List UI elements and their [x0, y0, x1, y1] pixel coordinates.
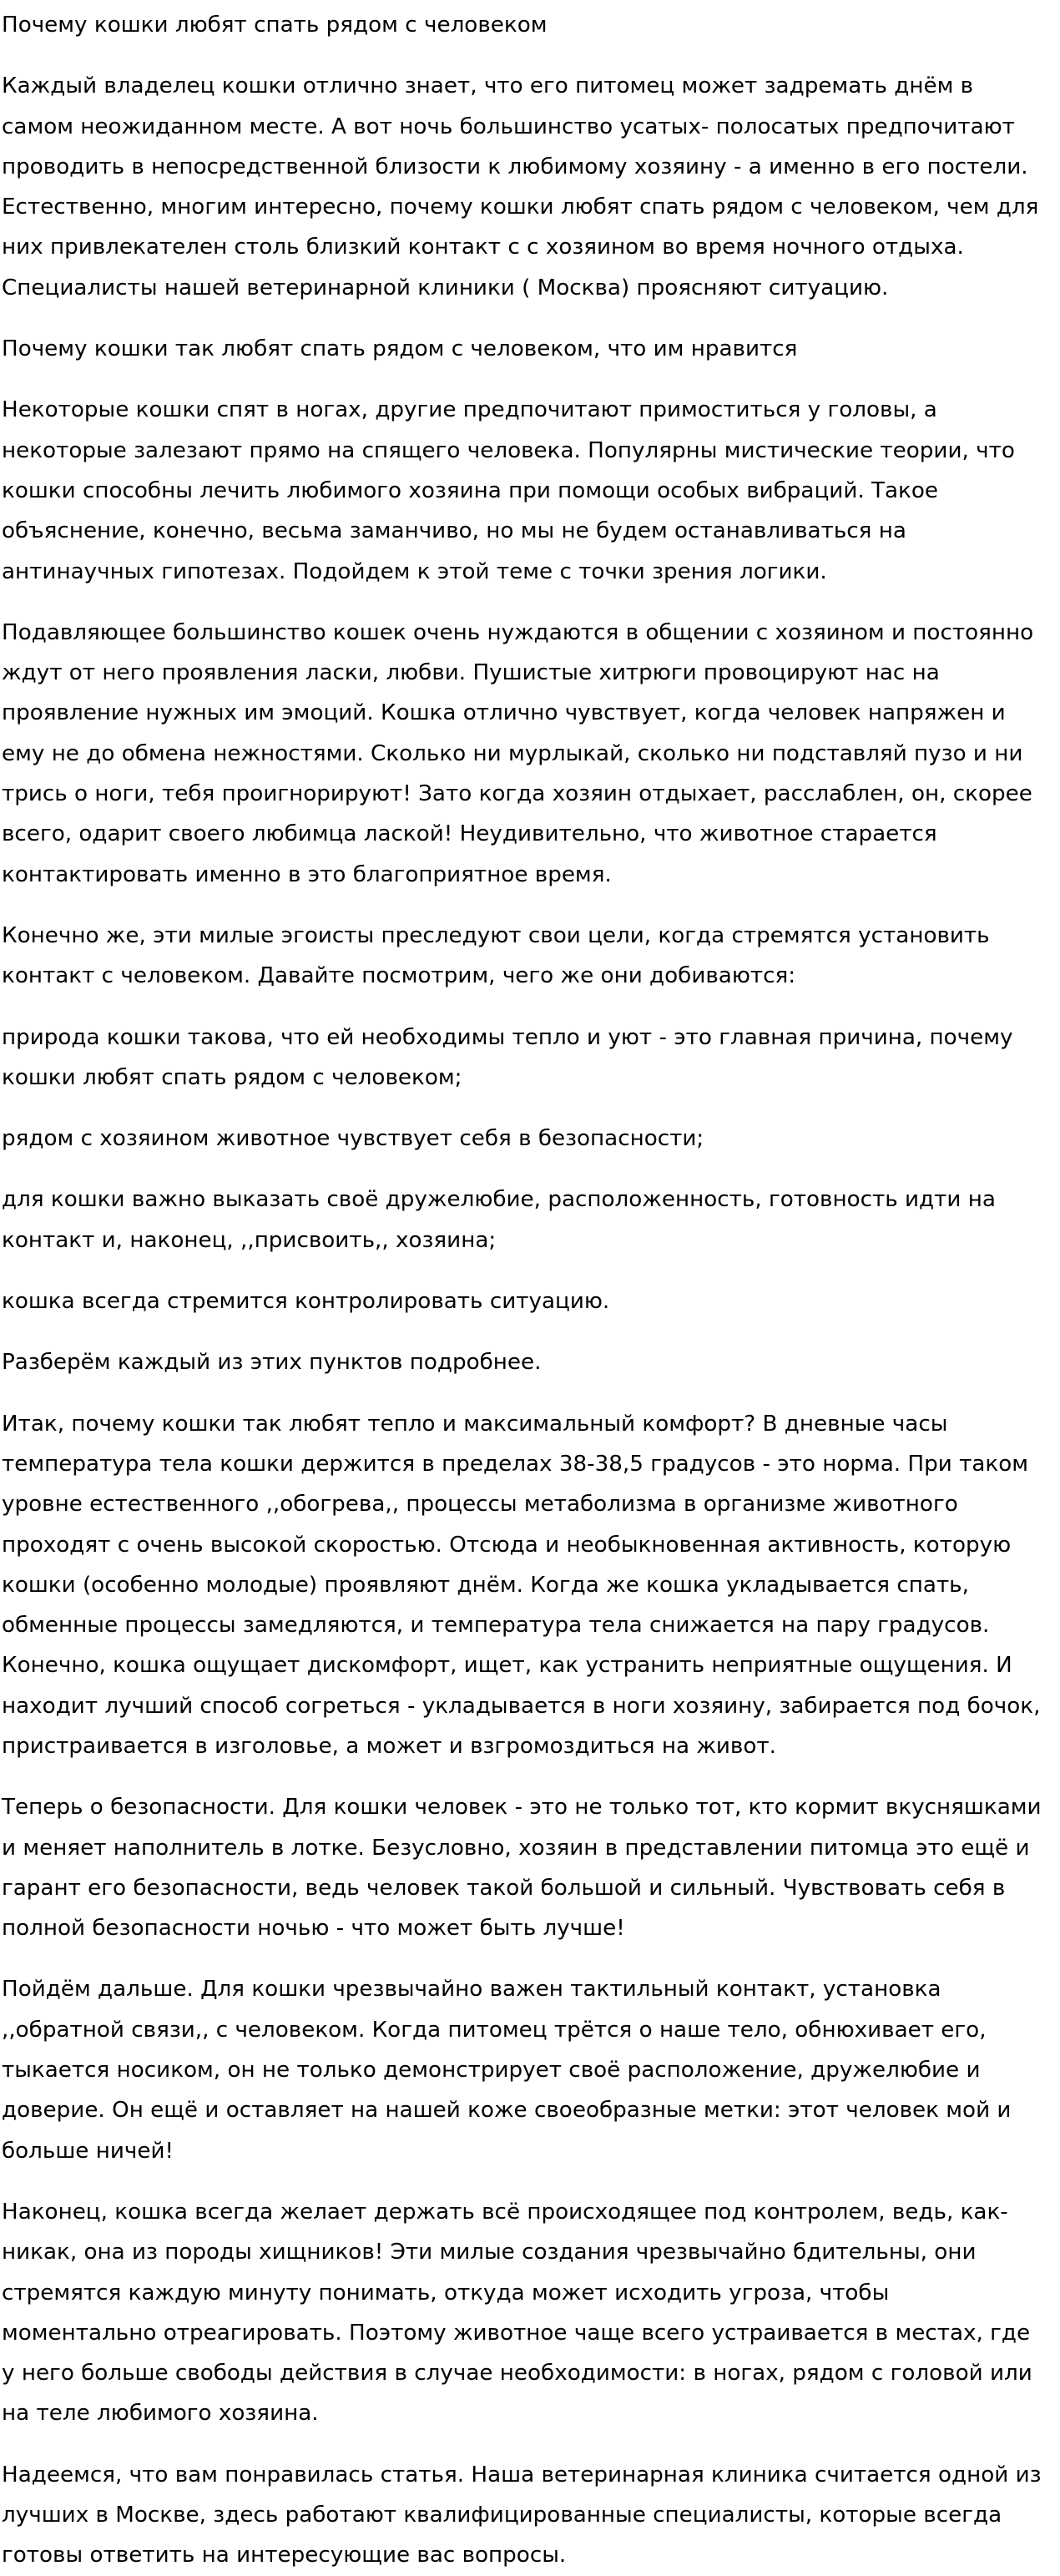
paragraph-goals: Конечно же, эти милые эгоисты преследуют свои цели, когда стремятся установить контакт с человеком. Давайте посмотрим, чего же они добиваются:	[2, 922, 990, 989]
intro-paragraph: Каждый владелец кошки отлично знает, что его питомец может задремать днём в самом неожиданном месте. А вот ночь большинство усатых- полосатых предпочитают проводить в непосредственной близости к любимому хозяину - а именно в его постели. Естественно, многим интересно, почему кошки любят спать рядом с человеком, чем для них привлекателен столь близкий контакт с с хозяином во время ночного отдыха. Специалисты нашей ветеринарной клиники ( Москва) проясняют ситуацию.	[2, 73, 1039, 301]
paragraph-details-intro: Разберём каждый из этих пунктов подробнее.	[2, 1350, 542, 1376]
reason-item-safety: рядом с хозяином животное чувствует себя в безопасности;	[2, 1126, 704, 1152]
paragraph-control: Наконец, кошка всегда желает держать всё происходящее под контролем, ведь, как-никак, она из породы хищников! Эти милые создания чрезвычайно бдительны, они стремятся каждую минуту понимать, откуда может исходить угроза, чтобы моментально отреагировать. Поэтому животное чаще всего устраивается в местах, где у него больше свободы действия в случае необходимости: в ногах, рядом с головой или на теле любимого хозяина.	[2, 2199, 1032, 2427]
section-heading: Почему кошки так любят спать рядом с человеком, что им нравится	[2, 336, 798, 362]
paragraph-warmth: Итак, почему кошки так любят тепло и максимальный комфорт? В дневные часы температура тела кошки держится в пределах 38-38,5 градусов - это норма. При таком уровне естественного ,,обогрева,, процессы метаболизма в организме животного проходят с очень высокой скоростью. Отсюда и необыкновенная активность, которую кошки (особенно молодые) проявляют днём. Когда же кошка укладывается спать, обменные процессы замедляются, и температура тела снижается на пару градусов. Конечно, кошка ощущает дискомфорт, ищет, как устранить неприятные ощущения. И находит лучший способ согреться - укладывается в ноги хозяину, забирается под бочок, пристраивается в изголовье, а может и взгромоздиться на живот.	[2, 1411, 1041, 1759]
paragraph-sleeping-positions: Некоторые кошки спят в ногах, другие предпочитают примоститься у головы, а некоторые залезают прямо на спящего человека. Популярны мистические теории, что кошки способны лечить любимого хозяина при помощи особых вибраций. Такое объяснение, конечно, весьма заманчиво, но мы не будем останавливаться на антинаучных гипотезах. Подойдем к этой теме с точки зрения логики.	[2, 397, 1015, 584]
article-title: Почему кошки любят спать рядом с человеком	[2, 13, 548, 38]
reason-item-warmth: природа кошки такова, что ей необходимы тепло и уют - это главная причина, почему кошки любят спать рядом с человеком;	[2, 1024, 1013, 1090]
paragraph-outro: Надеемся, что вам понравилась статья. Наша ветеринарная клиника считается одной из лучших в Москве, здесь работают квалифицированные специалисты, которые всегда готовы ответить на интересующие вас вопросы.	[2, 2462, 1042, 2568]
paragraph-communication: Подавляющее большинство кошек очень нуждаются в общении с хозяином и постоянно ждут от него проявления ласки, любви. Пушистые хитрюги провоцируют нас на проявление нужных им эмоций. Кошка отлично чувствует, когда человек напряжен и ему не до обмена нежностями. Сколько ни мурлыкай, сколько ни подставляй пузо и ни трись о ноги, тебя проигнорируют! Зато когда хозяин отдыхает, расслаблен, он, скорее всего, одарит своего любимца лаской! Неудивительно, что животное старается контактировать именно в это благоприятное время.	[2, 619, 1034, 887]
paragraph-safety: Теперь о безопасности. Для кошки человек - это не только тот, кто кормит вкусняшками и меняет наполнитель в лотке. Безусловно, хозяин в представлении питомца это ещё и гарант его безопасности, ведь человек такой большой и сильный. Чувствовать себя в полной безопасности ночью - что может быть лучше!	[2, 1795, 1042, 1942]
paragraph-tactile-contact: Пойдём дальше. Для кошки чрезвычайно важен тактильный контакт, установка ,,обратной связи,, с человеком. Когда питомец трётся о наше тело, обнюхивает его, тыкается носиком, он не только демонстрирует своё расположение, дружелюбие и доверие. Он ещё и оставляет на нашей коже своеобразные метки: этот человек мой и больше ничей!	[2, 1977, 1012, 2164]
reason-item-friendliness: для кошки важно выказать своё дружелюбие, расположенность, готовность идти на контакт и, наконец, ,,присвоить,, хозяина;	[2, 1187, 996, 1253]
reason-item-control: кошка всегда стремится контролировать ситуацию.	[2, 1289, 610, 1315]
